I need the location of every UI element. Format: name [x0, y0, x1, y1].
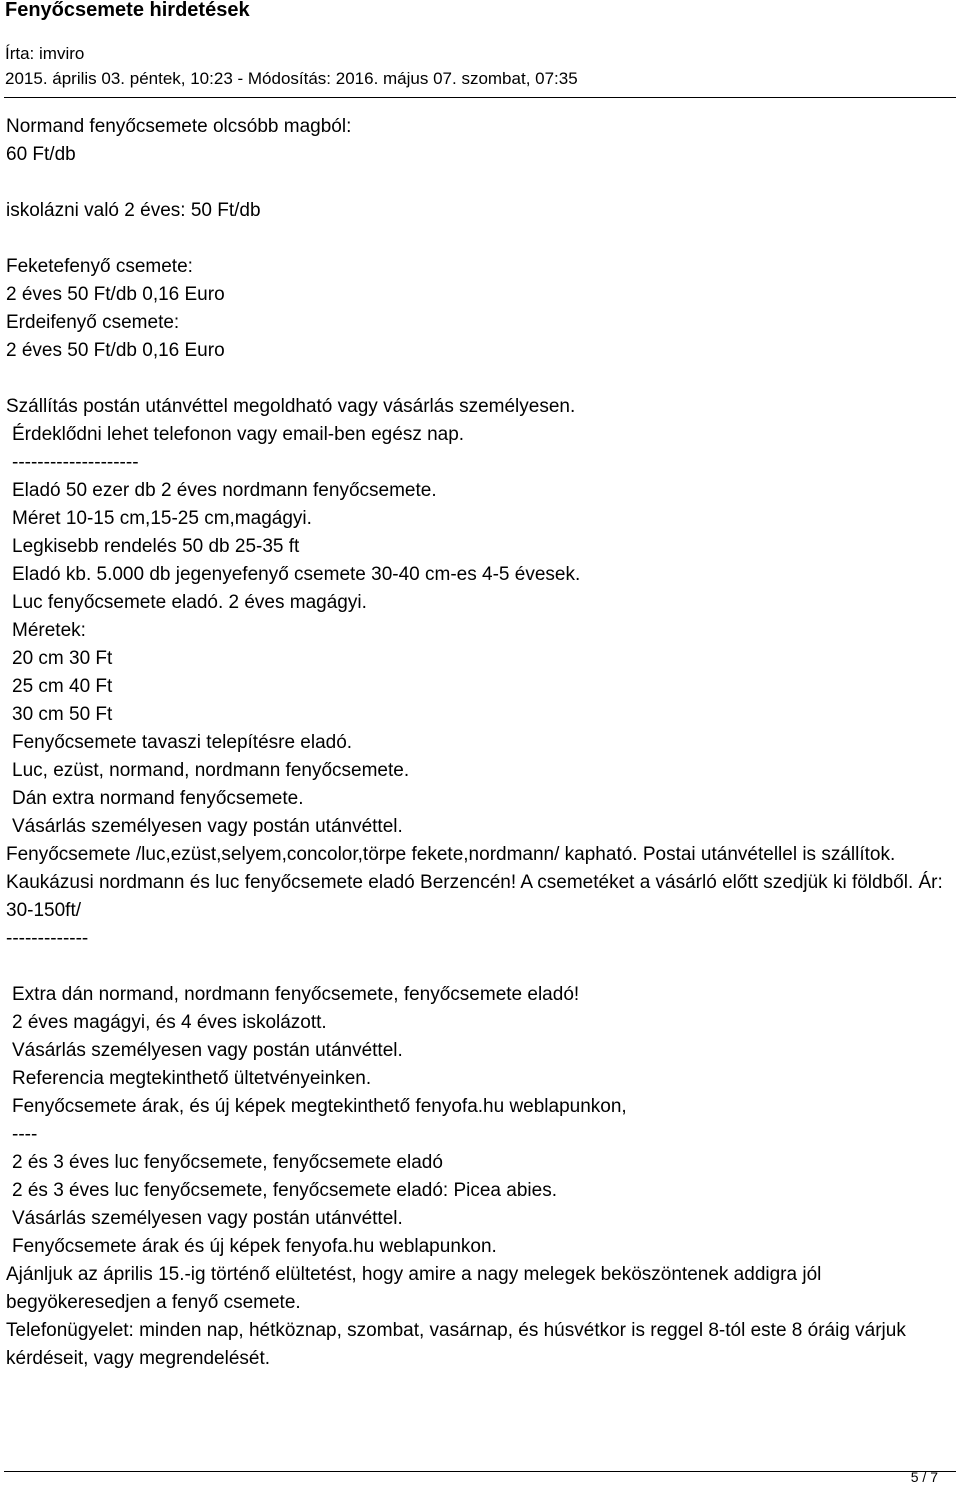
body-line	[6, 169, 954, 197]
footer-divider	[4, 1471, 956, 1472]
body-line	[6, 365, 954, 393]
body-line: iskolázni való 2 éves: 50 Ft/db	[6, 200, 261, 221]
body-line: Dán extra normand fenyőcsemete.	[12, 788, 304, 809]
body-paragraph: Telefonügyelet: minden nap, hétköznap, szombat, vasárnap, és húsvétkor is reggel 8-tól este 8 óráig várjuk kérdéseit, vagy megrendelését.	[6, 1320, 906, 1369]
page-number: 5 / 7	[910, 1469, 938, 1485]
article-title: Fenyőcsemete hirdetések	[5, 0, 250, 21]
body-line: Méret 10-15 cm,15-25 cm,magágyi.	[12, 508, 312, 529]
body-line: Fenyőcsemete árak és új képek fenyofa.hu weblapunkon.	[12, 1236, 497, 1257]
body-line: Fenyőcsemete tavaszi telepítésre eladó.	[12, 732, 353, 753]
date-line: 2015. április 03. péntek, 10:23 - Módosítás: 2016. május 07. szombat, 07:35	[5, 69, 578, 88]
article-body	[6, 113, 954, 1373]
body-line: 2 és 3 éves luc fenyőcsemete, fenyőcsemete eladó	[12, 1152, 443, 1173]
body-line: 60 Ft/db	[6, 144, 76, 165]
separator-line: ----	[12, 1124, 38, 1145]
body-paragraph: Ajánljuk az április 15.-ig történő elültetést, hogy amire a nagy melegek beköszöntenek addigra jól begyökeresedjen a fenyő csemete.	[6, 1264, 822, 1313]
body-line: 25 cm 40 Ft	[12, 676, 113, 697]
body-line: 2 és 3 éves luc fenyőcsemete, fenyőcsemete eladó: Picea abies.	[12, 1180, 557, 1201]
body-line	[6, 953, 954, 981]
author-line: Írta: imviro	[5, 44, 85, 63]
body-line: Eladó kb. 5.000 db jegenyefenyő csemete 30-40 cm-es 4-5 évesek.	[12, 564, 581, 585]
body-line: 2 éves 50 Ft/db 0,16 Euro	[6, 340, 225, 361]
separator-line: --------------------	[12, 452, 139, 473]
body-line: Eladó 50 ezer db 2 éves nordmann fenyőcsemete.	[12, 480, 437, 501]
body-line: Referencia megtekinthető ültetvényeinken.	[12, 1068, 372, 1089]
body-line: Normand fenyőcsemete olcsóbb magból:	[6, 116, 352, 137]
body-line: 2 éves magágyi, és 4 éves iskolázott.	[12, 1012, 327, 1033]
body-line: Erdeifenyő csemete:	[6, 312, 180, 333]
body-line: Legkisebb rendelés 50 db 25-35 ft	[12, 536, 300, 557]
body-line: Fenyőcsemete árak, és új képek megtekinthető fenyofa.hu weblapunkon,	[12, 1096, 627, 1117]
body-line: Érdeklődni lehet telefonon vagy email-ben egész nap.	[12, 424, 465, 445]
body-line: Vásárlás személyesen vagy postán utánvéttel.	[12, 1040, 403, 1061]
body-paragraph: Fenyőcsemete /luc,ezüst,selyem,concolor,törpe fekete,nordmann/ kapható. Postai utánvétellel is szállítok.	[6, 844, 896, 865]
body-line: Vásárlás személyesen vagy postán utánvéttel.	[12, 1208, 403, 1229]
body-line: Luc fenyőcsemete eladó. 2 éves magágyi.	[12, 592, 367, 613]
body-line	[6, 225, 954, 253]
body-paragraph: Kaukázusi nordmann és luc fenyőcsemete eladó Berzencén! A csemetéket a vásárló előtt szedjük ki földből. Ár: 30-150ft/	[6, 872, 943, 921]
body-line: 2 éves 50 Ft/db 0,16 Euro	[6, 284, 225, 305]
header-divider	[4, 97, 956, 98]
body-line: Szállítás postán utánvéttel megoldható vagy vásárlás személyesen.	[6, 396, 576, 417]
body-line: 20 cm 30 Ft	[12, 648, 113, 669]
body-line: Luc, ezüst, normand, nordmann fenyőcsemete.	[12, 760, 410, 781]
body-line: Vásárlás személyesen vagy postán utánvéttel.	[12, 816, 403, 837]
body-line: Extra dán normand, nordmann fenyőcsemete, fenyőcsemete eladó!	[12, 984, 580, 1005]
separator-line: -------------	[6, 928, 89, 949]
body-line: 30 cm 50 Ft	[12, 704, 113, 725]
body-line: Feketefenyő csemete:	[6, 256, 193, 277]
body-line: Méretek:	[12, 620, 86, 641]
